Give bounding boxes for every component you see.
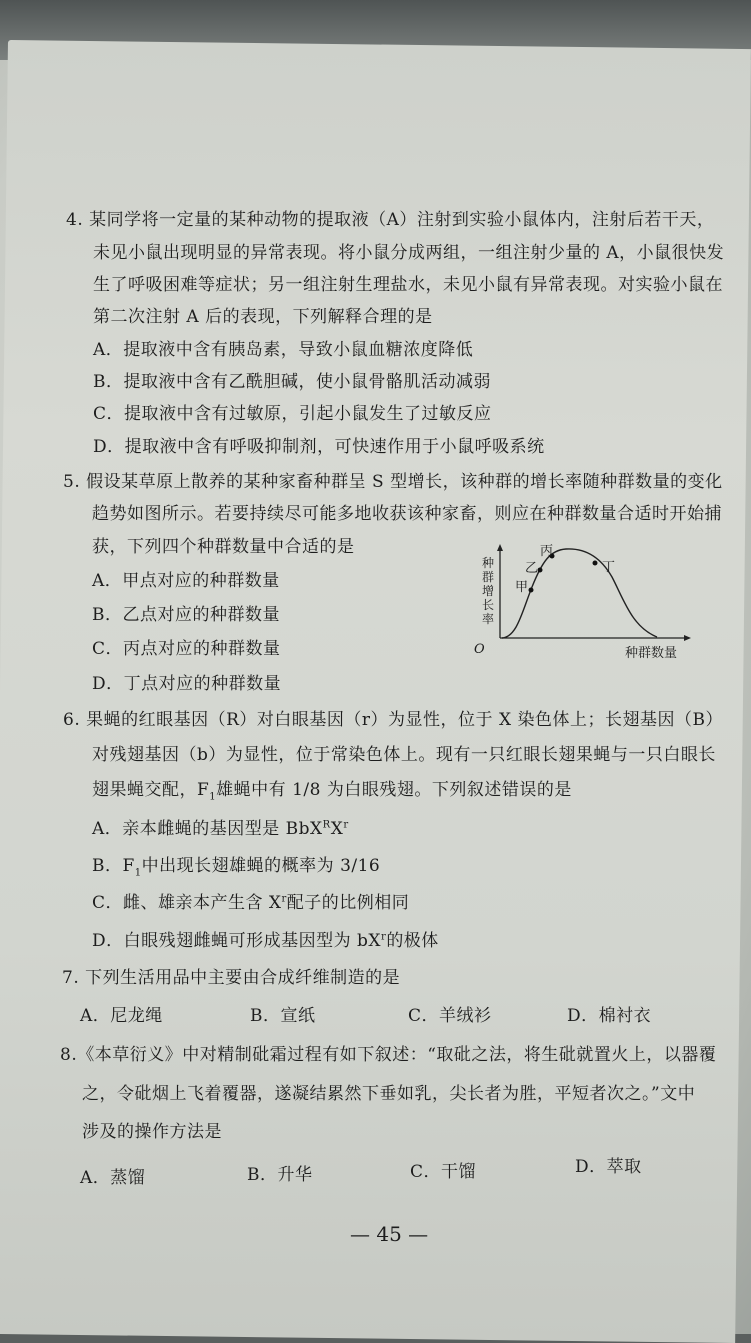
q7-option-a: A．尼龙绳 [80, 1006, 163, 1026]
q8-option-d: D．萃取 [575, 1157, 642, 1177]
q7-option-c: C．羊绒衫 [408, 1006, 492, 1026]
q6-option-d: D．白眼残翅雌蝇可形成基因型为 $bX^r$的极体 [92, 931, 439, 951]
q8-option-c: C．干馏 [410, 1162, 477, 1182]
chart-origin: O [474, 642, 485, 657]
q5-option-b: B．乙点对应的种群数量 [92, 605, 280, 625]
q4-line-1: 4. 某同学将一定量的某种动物的提取液（A）注射到实验小鼠体内，注射后若干天， [66, 210, 715, 230]
q8-line-1: 8.《本草衍义》中对精制砒霜过程有如下叙述：“取砒之法，将生砒就置火上，以器覆 [60, 1045, 717, 1065]
page-number: — 45 — [350, 1222, 429, 1246]
q5-line-1: 5. 假设某草原上散养的某种家畜种群呈 S 型增长，该种群的增长率随种群数量的变化 [63, 472, 723, 492]
label-yi: 乙 [525, 561, 539, 576]
q4-line-4: 第二次注射 A 后的表现，下列解释合理的是 [93, 307, 433, 327]
q8-line-2: 之，令砒烟上飞着覆器，遂凝结累然下垂如乳，尖长者为胜，平短者次之。”文中 [82, 1084, 696, 1104]
point-ding [593, 561, 598, 566]
point-jia [529, 588, 534, 593]
q7-option-d: D．棉衬衣 [567, 1006, 652, 1026]
q6-line-2: 对残翅基因（b）为显性，位于常染色体上。现有一只红眼长翅果蝇与一只白眼长 [92, 745, 716, 765]
q5-option-a: A．甲点对应的种群数量 [92, 571, 280, 591]
q8-option-b: B．升华 [247, 1165, 313, 1185]
q4-option-d: D．提取液中含有呼吸抑制剂，可快速作用于小鼠呼吸系统 [93, 437, 545, 457]
q5-option-d: D．丁点对应的种群数量 [92, 674, 282, 694]
q4-option-a: A．提取液中含有胰岛素，导致小鼠血糖浓度降低 [93, 340, 474, 360]
chart-x-label: 种群数量 [625, 646, 678, 661]
q7-line: 7. 下列生活用品中主要由合成纤维制造的是 [62, 968, 401, 988]
label-ding: 丁 [602, 560, 616, 575]
y-axis-arrow [497, 544, 503, 551]
q8-option-a: A．蒸馏 [80, 1168, 146, 1188]
q6-option-c: C．雌、雄亲本产生含 $X^r$配子的比例相同 [92, 893, 410, 913]
q4-option-b: B．提取液中含有乙酰胆碱，使小鼠骨骼肌活动减弱 [93, 372, 491, 392]
q6-option-a: A．亲本雌蝇的基因型是 $BbX^RX^r$ [92, 819, 349, 839]
q4-line-2: 未见小鼠出现明显的异常表现。将小鼠分成两组，一组注射少量的 A，小鼠很快发 [93, 243, 725, 263]
q5-line-3: 获，下列四个种群数量中合适的是 [92, 537, 355, 557]
label-bing: 丙 [540, 544, 554, 559]
q5-line-2: 趋势如图所示。若要持续尽可能多地收获该种家畜，则应在种群数量合适时开始捕 [92, 504, 722, 524]
q6-line-3: 翅果蝇交配，$F_1$雄蝇中有 1/8 为白眼残翅。下列叙述错误的是 [92, 780, 572, 803]
q5-option-c: C．丙点对应的种群数量 [92, 639, 281, 659]
q8-line-3: 涉及的操作方法是 [82, 1122, 222, 1142]
chart-y-label: 种群增长率 [481, 556, 494, 626]
q6-line-1: 6. 果蝇的红眼基因（R）对白眼基因（r）为显性，位于 X 染色体上；长翅基因（B） [63, 710, 723, 730]
q7-option-b: B．宣纸 [250, 1006, 316, 1026]
q4-option-c: C．提取液中含有过敏原，引起小鼠发生了过敏反应 [93, 404, 492, 424]
q4-line-3: 生了呼吸困难等症状；另一组注射生理盐水，未见小鼠有异常表现。对实验小鼠在 [93, 275, 723, 295]
q6-option-b: B．$F_1$中出现长翅雄蝇的概率为 3/16 [92, 856, 381, 879]
label-jia: 甲 [515, 580, 529, 595]
point-yi [538, 568, 543, 573]
x-axis-arrow [684, 635, 691, 641]
